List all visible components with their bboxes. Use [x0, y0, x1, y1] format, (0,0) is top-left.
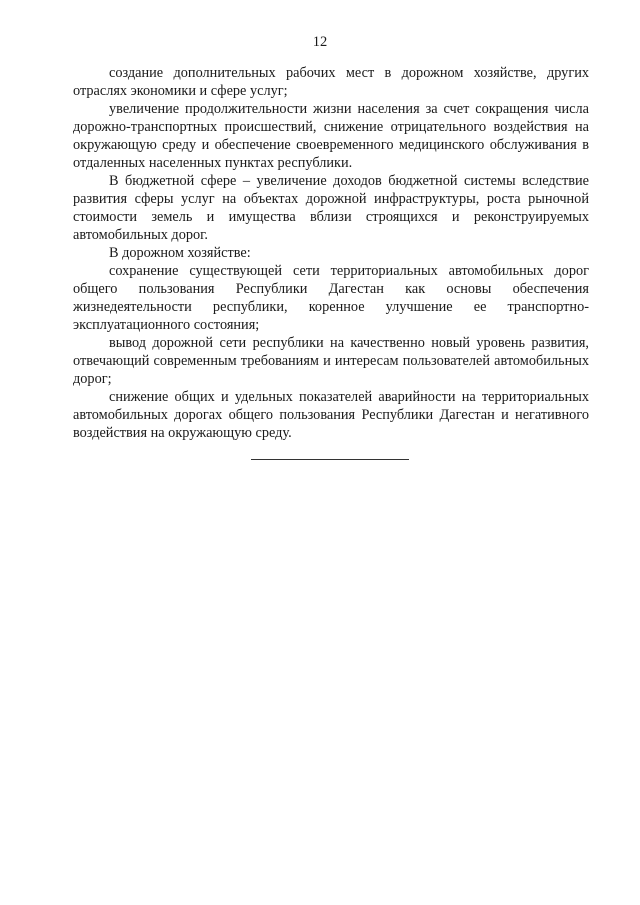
end-divider-line — [251, 459, 409, 460]
page-number: 12 — [312, 34, 328, 50]
paragraph-preservation: сохранение существующей сети территориальных автомобильных дорог общего пользования Республики Дагестан как основы обеспечения жизнедеятельности республики, коренное улучшение ее транспортно-эксплуатационного состояния; — [73, 263, 589, 333]
paragraph-road-sector-heading: В дорожном хозяйстве: — [109, 245, 251, 261]
paragraph-life-expectancy: увеличение продолжительности жизни населения за счет сокращения числа дорожно-транспортных происшествий, снижение отрицательного воздействия на окружающую среду и обеспечение своевременного медицинского обслуживания в отдаленных населенных пунктах республики. — [73, 101, 589, 171]
paragraph-accident-reduction: снижение общих и удельных показателей аварийности на территориальных автомобильных дорогах общего пользования Республики Дагестан и негативного воздействия на окружающую среду. — [73, 389, 589, 441]
paragraph-jobs: создание дополнительных рабочих мест в дорожном хозяйстве, других отраслях экономики и сфере услуг; — [73, 65, 589, 99]
paragraph-road-network: вывод дорожной сети республики на качественно новый уровень развития, отвечающий современным требованиям и интересам пользователей автомобильных дорог; — [73, 335, 589, 387]
document-body — [73, 64, 589, 442]
paragraph-budget-sphere: В бюджетной сфере – увеличение доходов бюджетной системы вследствие развития сферы услуг на объектах дорожной инфраструктуры, роста рыночной стоимости земель и имущества вблизи строящихся и реконструируемых автомобильных дорог. — [73, 173, 589, 243]
